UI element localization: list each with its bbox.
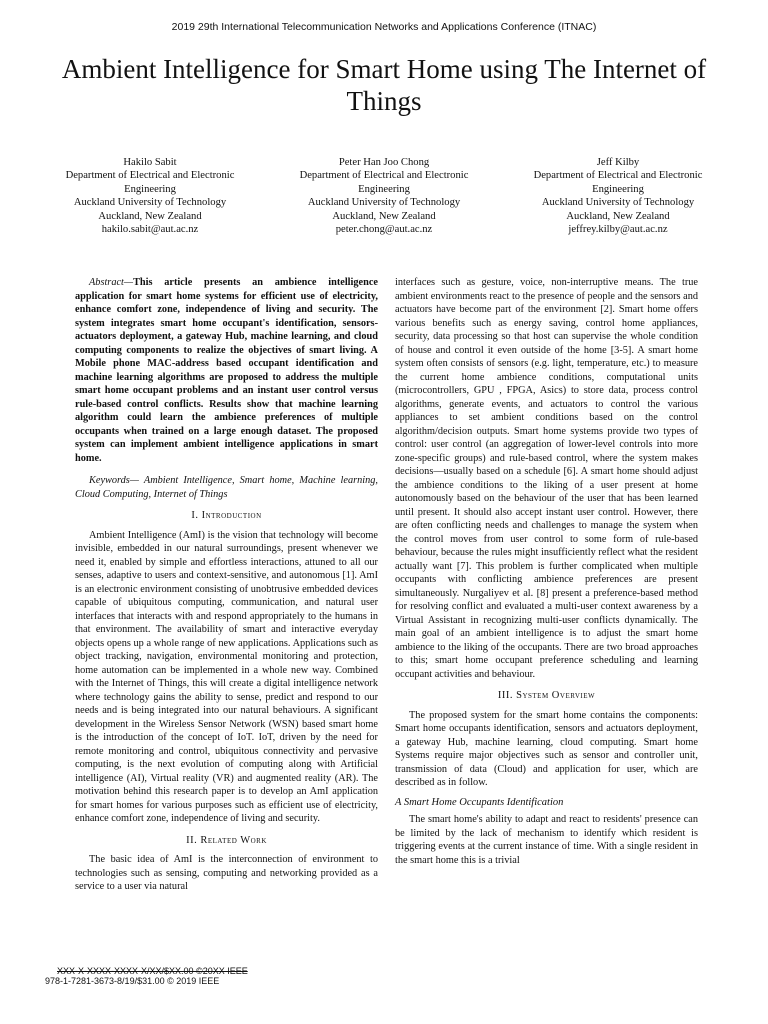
author-location: Auckland, New Zealand xyxy=(332,210,436,222)
author-name: Peter Han Joo Chong xyxy=(338,157,430,168)
copyright-footer xyxy=(45,966,248,986)
author-univ: Auckland University of Technology xyxy=(307,197,461,209)
conference-header: 2019 29th International Telecommunication Networks and Applications Conference (ITNAC) xyxy=(171,21,597,33)
related-work-continued: interfaces such as gesture, voice, non-interruptive means. The true ambient environments react to the presence of people and the sensors and actuators have become part of the environment [2]. Smart home offers various benefits such as energy saving, control home appliances, security, data processing so that host can supervise the whole condition of house and control it even outside of the home [3-5]. A smart home system often consists of sensors (e.g. light, temperature, etc.) to measure the current home ambience conditions, computational units (microcontrollers, GPU , FPGA, Asics) to store data, process control algorithms, generate events, and actuators to control the various appliances to set ambient conditions based on the control algorithm/decision outputs. Smart home systems provide two types of control: user control (an aggregation of lower-level controls into more zone-specific groups) and rule-based control, where the system makes decisions—usually based on a schedule [6]. A smart home should adjust the ambience conditions to the liking of a user present at home autonomously based on the behaviour of the user that has been learned until present. It should also accept instant user control. However, there are often conflicting needs and challenges to manage the system when the control moves from user control to some form of rule-based behaviour, because the rules might insufficiently reflect what the resident actually want [7]. This problem is further complicated when multiple occupants with conflicting ambience preferences are present simultaneously. Nurgaliyev et al. [8] present a preference-based method for resolving conflict and evaluated a multi-user context awareness by a Virtual Assistant in recognizing multi-user conflicts dynamically. The main goal of an ambient intelligence is to adjust the smart home ambience to the liking of the occupants. There are two broad approaches to this; smart home occupant preference scheduling and learning occupant activities and behaviour. xyxy=(395,277,698,680)
section-heading-system-overview: III. System Overview xyxy=(497,690,596,701)
author-dept: Department of Electrical and Electronic Engineering xyxy=(533,170,703,195)
introduction-paragraph: Ambient Intelligence (AmI) is the vision that technology will become invisible, embedded in our natural surroundings, present whenever we need it, enabled by simple and effortless interactions, attuned to all our senses, adaptive to users and context-sensitive, and autonomous [1]. AmI is an electronic environment consisting of unobtrusive embedded devices capable of ubiquitous computing, communication, and natural user interfaces that interacts with and respond appropriately to the humans in that environment. The availability of smart and interactive everyday objects opens up a whole range of new applications. Applications such as object tracking, navigation, environmental monitoring and protection, home automation can be implemented in a whole new way. Combined with the Internet of Things, this will create a digital intelligence network where technology gains the ability to sense, predict and respond to our needs and is being integrated into our natural behaviours. A significant development in the Wireless Sensor Network (WSN) based smart home is the introduction of the concept of IoT. IoT, driven by the need for remote monitoring and control, ubiquitous connectivity and pervasive computing, is the next evolution of computing along with Artificial intelligence (AI), Virtual reality (VR) and augmented reality (AR). The motivation behind this research paper is to develop an AmI application for smart homes for various purposes such as efficient use of electricity, enhance comfort zone, independence of living and security. xyxy=(75,529,378,824)
subsection-heading-occupants: A Smart Home Occupants Identification xyxy=(395,796,564,808)
related-work-paragraph: The basic idea of AmI is the interconnection of environment to technologies such as sensing, computing and networking provided as a service to a user via natural xyxy=(75,854,378,892)
section-heading-introduction: I. Introduction xyxy=(191,510,262,521)
author-block xyxy=(50,156,718,236)
author-univ: Auckland University of Technology xyxy=(73,197,227,209)
occupants-paragraph: The smart home's ability to adapt and react to residents' presence can be limited by the lack of mechanism to identify which resident is triggering events at the current instance of time. With a single resident in the smart home this is a trivial xyxy=(395,814,698,866)
paper-title: Ambient Intelligence for Smart Home using The Internet of Things xyxy=(61,54,707,116)
abstract-text: This article presents an ambience intelligence application for smart home systems for efficient use of electricity, enhance comfort zone, independence of living and security. The system integrates smart home occupant's identification, sensors-actuators deployment, a gateway Hub, machine learning, and cloud computing components to realize the objectives of smart living. A Mobile phone MAC-address based occupant identification and machine learning algorithms are proposed to address the multiple smart home occupant problems and an instant user control versus rule-based control conflicts. Results show that machine learning algorithm could learn the ambience preferences of multiple occupants when trained on a large enough dataset. The proposed system can implement ambient intelligence applications in smart home. xyxy=(75,277,378,464)
author-email: jeffrey.kilby@aut.ac.nz xyxy=(568,224,668,236)
author-univ: Auckland University of Technology xyxy=(541,197,695,209)
author-name: Hakilo Sabit xyxy=(123,157,177,168)
section-heading-related-work: II. Related Work xyxy=(186,834,267,846)
left-column xyxy=(75,276,378,894)
footer-copyright-line: 978-1-7281-3673-8/19/$31.00 © 2019 IEEE xyxy=(45,976,220,986)
author-3 xyxy=(518,156,718,236)
author-email: peter.chong@aut.ac.nz xyxy=(335,224,433,236)
author-location: Auckland, New Zealand xyxy=(98,210,202,222)
author-name: Jeff Kilby xyxy=(596,157,640,168)
footer-placeholder-line: XXX-X-XXXX-XXXX-X/XX/$XX.00 ©20XX IEEE xyxy=(57,966,248,976)
abstract-label: Abstract— xyxy=(89,277,134,288)
author-dept: Department of Electrical and Electronic Engineering xyxy=(65,170,235,195)
author-location: Auckland, New Zealand xyxy=(566,210,670,222)
abstract xyxy=(75,276,378,465)
author-dept: Department of Electrical and Electronic Engineering xyxy=(299,170,469,195)
author-1 xyxy=(50,156,250,236)
keywords: Keywords— Ambient Intelligence, Smart home, Machine learning, Cloud Computing, Internet of Things xyxy=(75,475,378,500)
author-email: hakilo.sabit@aut.ac.nz xyxy=(101,224,199,236)
system-overview-paragraph: The proposed system for the smart home contains the components: Smart home occupants identification, sensors and actuators deployment, a gateway Hub, machine learning, cloud computing. Smart home Systems require major objectives such as sensor and controller unit, transmission of data (Cloud) and application for user, which are described as in follow. xyxy=(395,709,698,788)
right-column xyxy=(395,276,698,867)
author-2 xyxy=(284,156,484,236)
